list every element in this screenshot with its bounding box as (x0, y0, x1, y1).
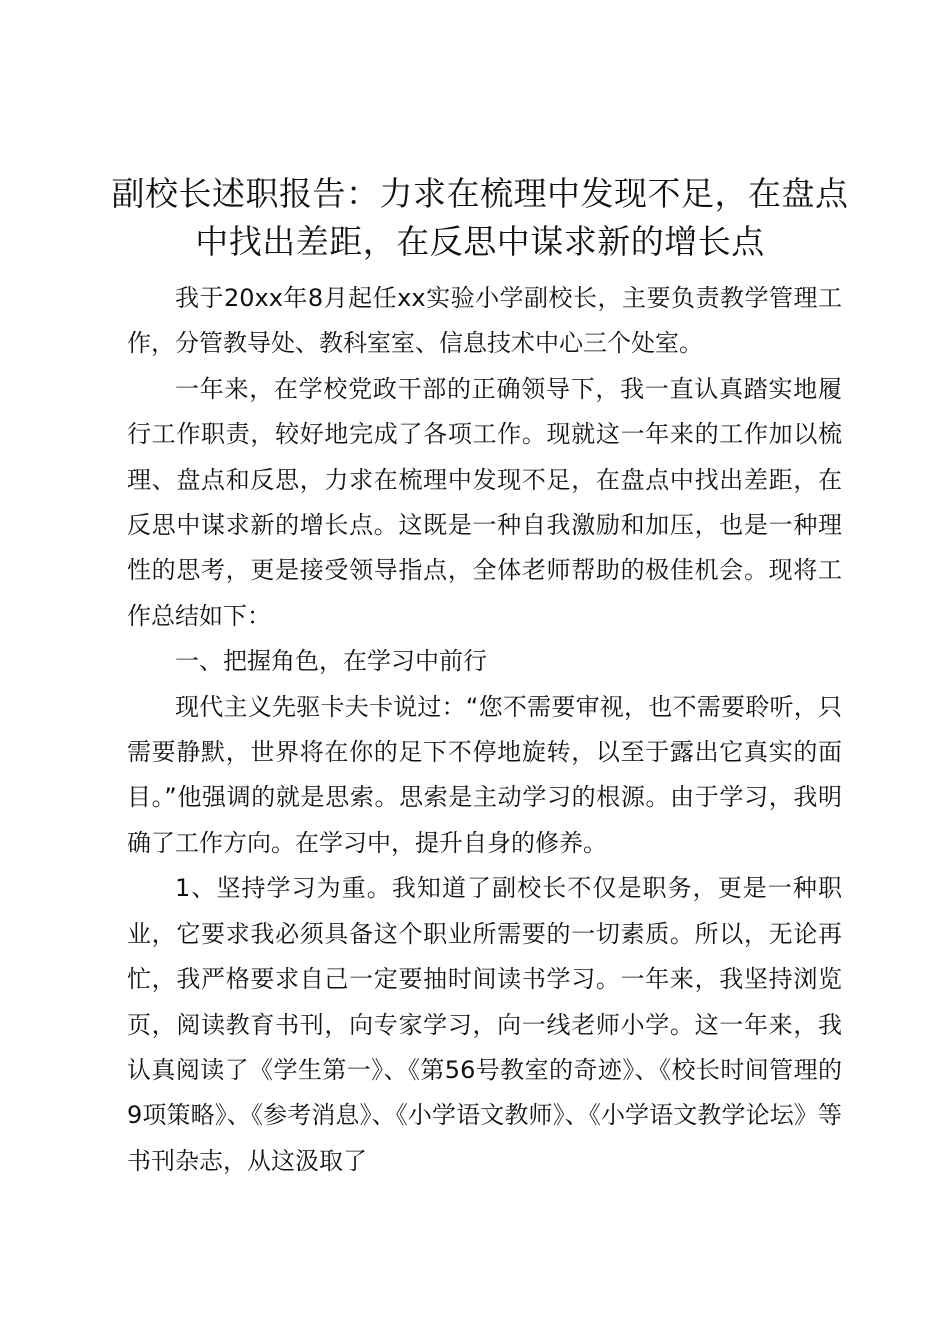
section-heading-1: 一、把握角色，在学习中前行 (175, 647, 487, 676)
document-body (127, 276, 842, 1184)
paragraph-appointment: 我于20xx年8月起任xx实验小学副校长，主要负责教学管理工作，分管教导处、教科室室、信息技术中心三个处室。 (127, 284, 842, 358)
paragraph-overview: 一年来，在学校党政干部的正确领导下，我一直认真踏实地履行工作职责，较好地完成了各项工作。现就这一年来的工作加以梳理、盘点和反思，力求在梳理中发现不足，在盘点中找出差距，在反思中谋求新的增长点。这既是一种自我激励和加压，也是一种理性的思考，更是接受领导指点，全体老师帮助的极佳机会。现将工作总结如下： (127, 374, 842, 630)
document-title: 副校长述职报告：力求在梳理中发现不足，在盘点中找出差距，在反思中谋求新的增长点 (111, 174, 849, 261)
paragraph-kafka-quote: 现代主义先驱卡夫卡说过：“您不需要审视，也不需要聆听，只需要静默，世界将在你的足下不停地旋转，以至于露出它真实的面目。”他强调的就是思索。思索是主动学习的根源。由于学习，我明确了工作方向。在学习中，提升自身的修养。 (127, 692, 842, 857)
paragraph-study-first: 1、坚持学习为重。我知道了副校长不仅是职务，更是一种职业，它要求我必须具备这个职业所需要的一切素质。所以，无论再忙，我严格要求自己一定要抽时间读书学习。一年来，我坚持浏览页，阅读教育书刊，向专家学习，向一线老师小学。这一年来，我认真阅读了《学生第一》、《第56号教室的奇迹》、《校长时间管理的9项策略》、《参考消息》、《小学语文教师》、《小学语文教学论坛》等书刊杂志，从这汲取了 (127, 874, 842, 1175)
